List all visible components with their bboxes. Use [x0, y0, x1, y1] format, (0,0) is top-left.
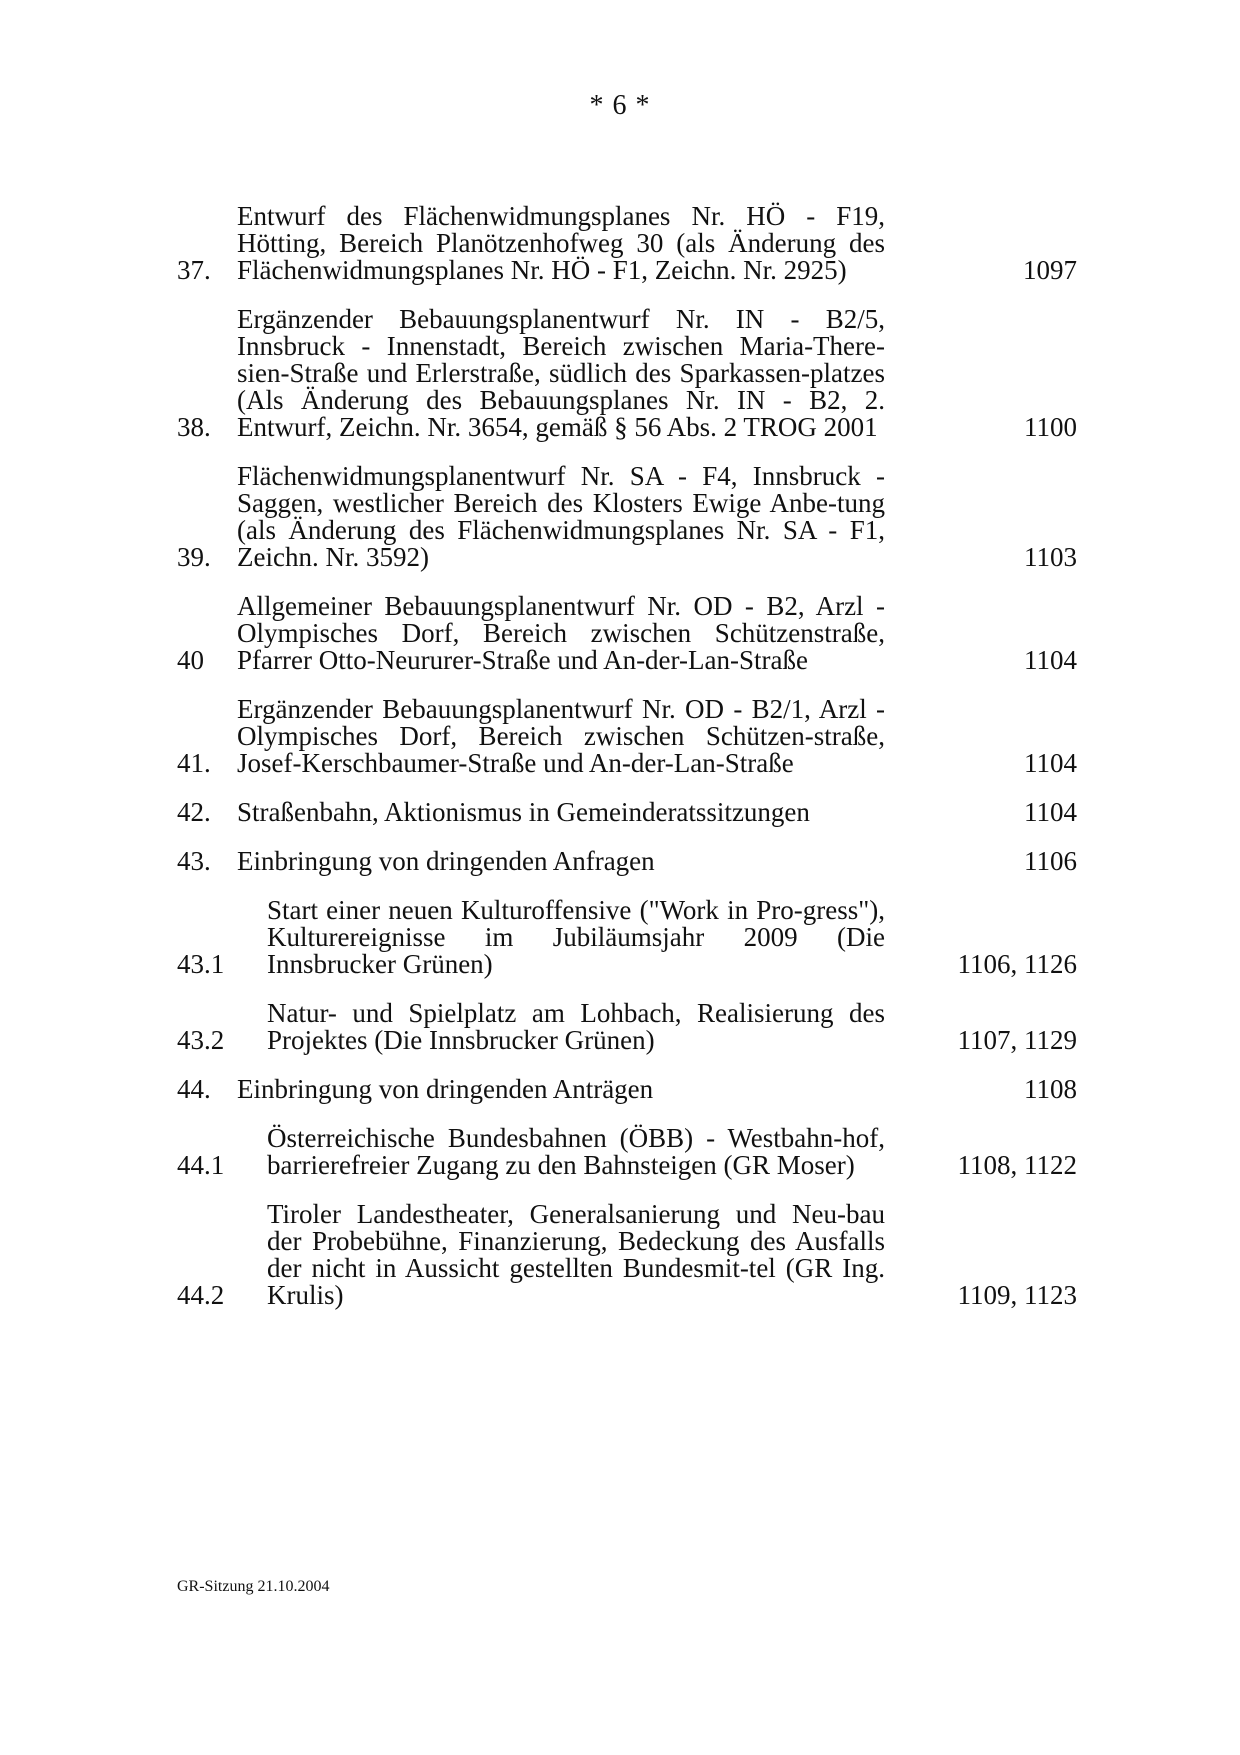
page-number: * 6 *: [589, 90, 651, 121]
toc-entry-44-2: [177, 1201, 1077, 1309]
table-of-contents: [177, 203, 1077, 1309]
entry-pages: 1106, 1126: [957, 949, 1077, 979]
toc-entry-41: [177, 696, 1077, 777]
entry-title: Einbringung von dringenden Anfragen: [237, 846, 655, 876]
toc-entry-44-1: [177, 1125, 1077, 1179]
entry-pages: 1103: [1024, 542, 1077, 572]
entry-pages: 1104: [1024, 797, 1077, 827]
entry-pages: 1108: [1024, 1074, 1077, 1104]
entry-title: Österreichische Bundesbahnen (ÖBB) - Westbahn-hof, barrierefreier Zugang zu den Bahnsteigen (GR Moser): [267, 1123, 885, 1180]
entry-title: Ergänzender Bebauungsplanentwurf Nr. OD - B2/1, Arzl - Olympisches Dorf, Bereich zwischen Schützen-straße, Josef-Kerschbaumer-Straße und An-der-Lan-Straße: [237, 694, 885, 778]
entry-pages: 1104: [1024, 645, 1077, 675]
entry-title: Straßenbahn, Aktionismus in Gemeinderatssitzungen: [237, 797, 810, 827]
entry-pages: 1104: [1024, 748, 1077, 778]
entry-title: Ergänzender Bebauungsplanentwurf Nr. IN - B2/5, Innsbruck - Innenstadt, Bereich zwischen Maria-There-sien-Straße und Erlerstraße, südlich des Sparkassen-platzes (Als Änderung des Bebauungsplanes Nr. IN - B2, 2. Entwurf, Zeichn. Nr. 3654, gemäß § 56 Abs. 2 TROG 2001: [237, 304, 885, 442]
toc-entry-43-2: [177, 1000, 1077, 1054]
toc-entry-39: [177, 463, 1077, 571]
toc-entry-40: [177, 593, 1077, 674]
toc-entry-42: [177, 799, 1077, 826]
entry-number: 44.1: [177, 1150, 225, 1180]
toc-entry-43-1: [177, 897, 1077, 978]
entry-pages: 1100: [1024, 412, 1077, 442]
toc-entry-43: [177, 848, 1077, 875]
entry-pages: 1106: [1024, 846, 1077, 876]
entry-number: 39.: [177, 542, 211, 572]
entry-number: 43.1: [177, 949, 225, 979]
entry-title: Start einer neuen Kulturoffensive ("Work in Pro-gress"), Kulturereignisse im Jubiläumsjahr 2009 (Die Innsbrucker Grünen): [267, 895, 885, 979]
entry-title: Tiroler Landestheater, Generalsanierung und Neu-bau der Probebühne, Finanzierung, Bedeckung des Ausfalls der nicht in Aussicht gestellten Bundesmit-tel (GR Ing. Krulis): [267, 1199, 885, 1310]
toc-entry-44: [177, 1076, 1077, 1103]
entry-title: Flächenwidmungsplanentwurf Nr. SA - F4, Innsbruck - Saggen, westlicher Bereich des Klosters Ewige Anbe-tung (als Änderung des Flächenwidmungsplanes Nr. SA - F1, Zeichn. Nr. 3592): [237, 461, 885, 572]
entry-number: 41.: [177, 748, 211, 778]
entry-number: 38.: [177, 412, 211, 442]
entry-number: 44.2: [177, 1280, 225, 1310]
entry-title: Allgemeiner Bebauungsplanentwurf Nr. OD - B2, Arzl - Olympisches Dorf, Bereich zwischen Schützenstraße, Pfarrer Otto-Neururer-Straße und An-der-Lan-Straße: [237, 591, 885, 675]
toc-entry-38: [177, 306, 1077, 441]
entry-pages: 1097: [1023, 255, 1077, 285]
entry-number: 42.: [177, 797, 211, 827]
toc-entry-37: [177, 203, 1077, 284]
entry-number: 43.2: [177, 1025, 225, 1055]
entry-pages: 1107, 1129: [957, 1025, 1077, 1055]
entry-title: Entwurf des Flächenwidmungsplanes Nr. HÖ - F19, Hötting, Bereich Planötzenhofweg 30 (als Änderung des Flächenwidmungsplanes Nr. HÖ - F1, Zeichn. Nr. 2925): [237, 201, 885, 285]
entry-number: 40: [177, 645, 204, 675]
entry-number: 43.: [177, 846, 211, 876]
entry-number: 37.: [177, 255, 211, 285]
entry-title: Einbringung von dringenden Anträgen: [237, 1074, 654, 1104]
footer-session-date: GR-Sitzung 21.10.2004: [177, 1578, 330, 1595]
entry-pages: 1109, 1123: [957, 1280, 1077, 1310]
entry-pages: 1108, 1122: [957, 1150, 1077, 1180]
entry-number: 44.: [177, 1074, 211, 1104]
entry-title: Natur- und Spielplatz am Lohbach, Realisierung des Projektes (Die Innsbrucker Grünen): [267, 998, 885, 1055]
